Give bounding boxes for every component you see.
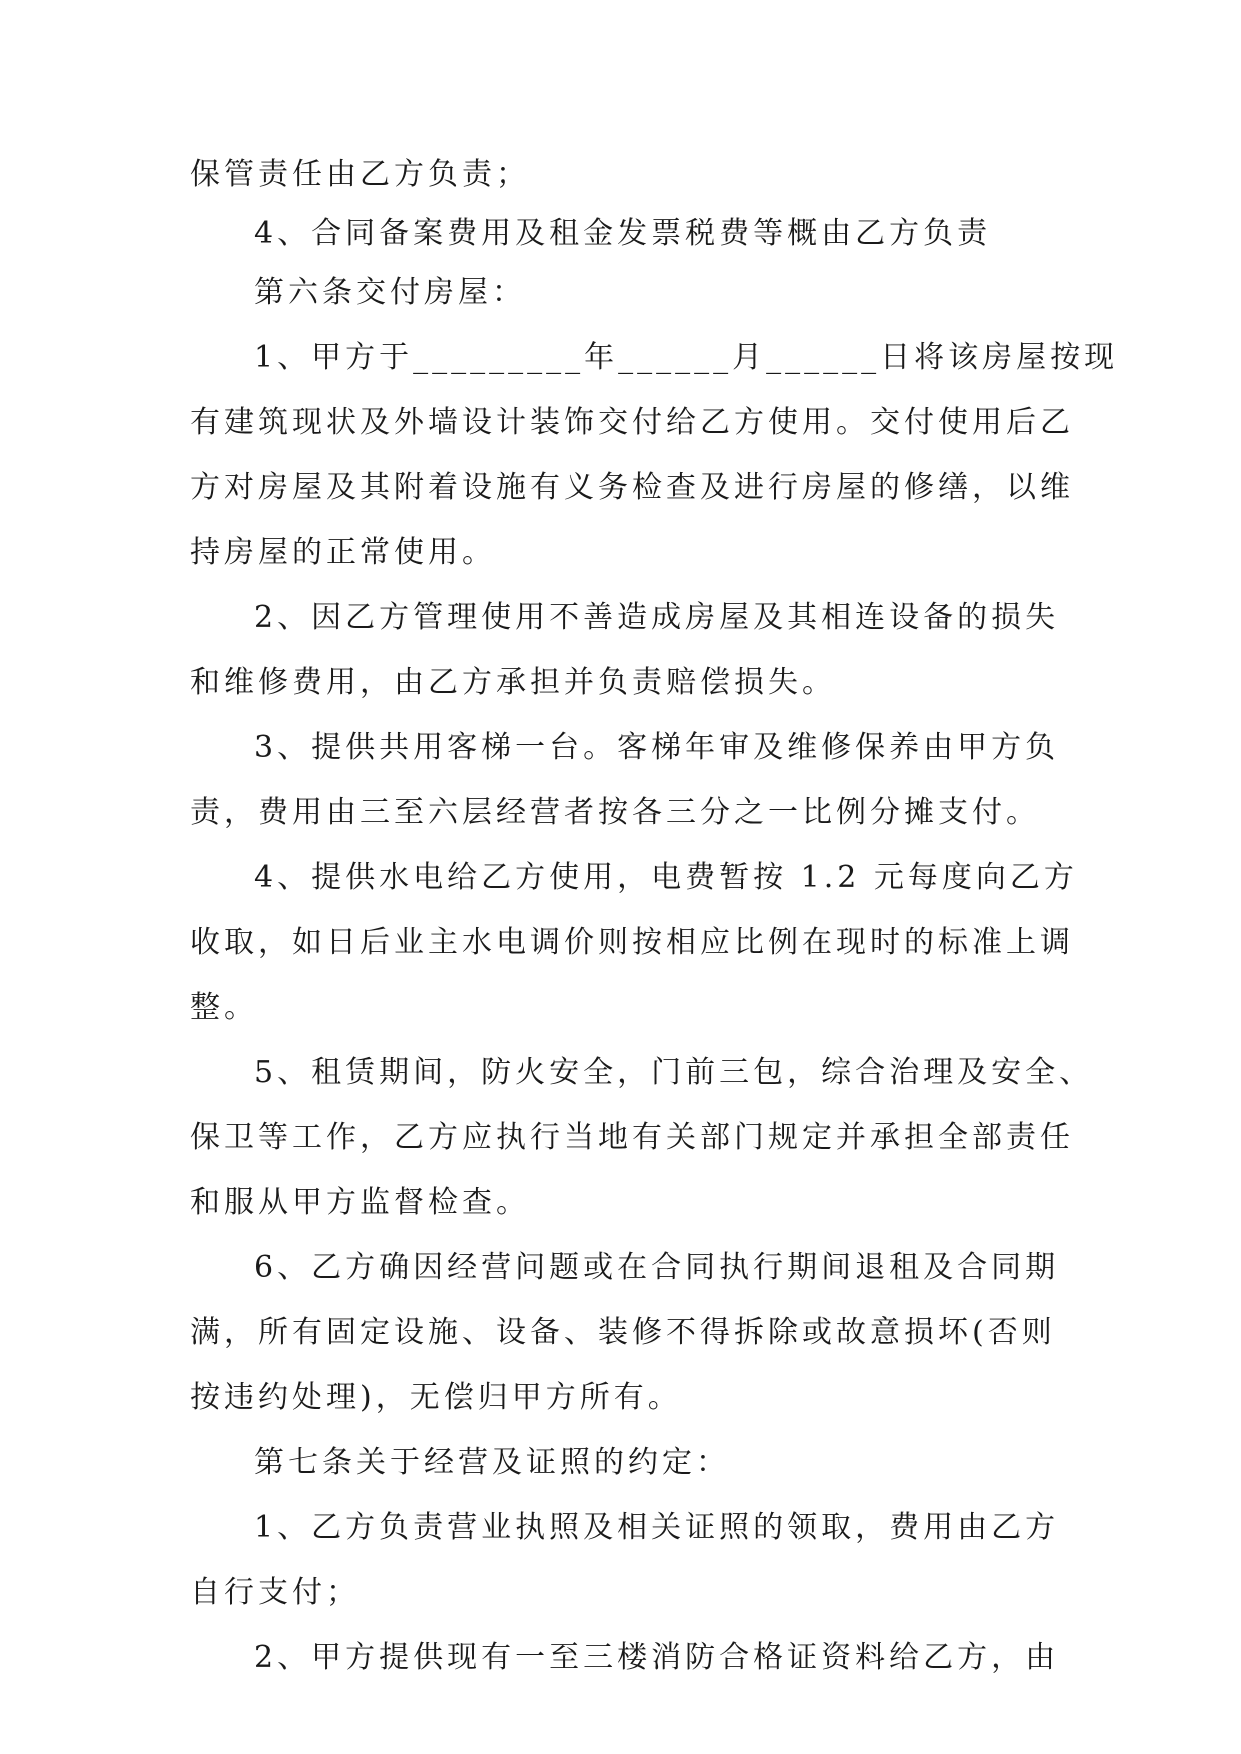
- text-line: 3、提供共用客梯一台。客梯年审及维修保养由甲方负: [254, 730, 1060, 765]
- text-line: 持房屋的正常使用。: [190, 535, 496, 570]
- text-line: 和服从甲方监督检查。: [190, 1185, 530, 1220]
- section-heading: 第七条关于经营及证照的约定：: [254, 1445, 730, 1480]
- section-heading: 第六条交付房屋：: [254, 275, 526, 310]
- text-line: 责，费用由三至六层经营者按各三分之一比例分摊支付。: [190, 795, 1040, 830]
- text-line: 方对房屋及其附着设施有义务检查及进行房屋的修缮，以维: [190, 470, 1074, 505]
- text-line: 收取，如日后业主水电调价则按相应比例在现时的标准上调: [190, 925, 1074, 960]
- text-line: 保管责任由乙方负责；: [190, 157, 530, 192]
- text-line: 5、租赁期间，防火安全，门前三包，综合治理及安全、: [254, 1055, 1094, 1090]
- text-line: 自行支付；: [190, 1575, 360, 1610]
- text-line: 1、甲方于_________年______月______日将该房屋按现: [254, 340, 1119, 375]
- text-line: 6、乙方确因经营问题或在合同执行期间退租及合同期: [254, 1250, 1060, 1285]
- text-line: 保卫等工作，乙方应执行当地有关部门规定并承担全部责任: [190, 1120, 1074, 1155]
- text-line: 按违约处理)，无偿归甲方所有。: [190, 1380, 682, 1415]
- text-line: 满，所有固定设施、设备、装修不得拆除或故意损坏(否则: [190, 1315, 1056, 1350]
- text-line: 4、合同备案费用及租金发票税费等概由乙方负责: [254, 216, 992, 251]
- text-line: 和维修费用，由乙方承担并负责赔偿损失。: [190, 665, 836, 700]
- text-line: 2、因乙方管理使用不善造成房屋及其相连设备的损失: [254, 600, 1060, 635]
- text-line: 1、乙方负责营业执照及相关证照的领取，费用由乙方: [254, 1510, 1060, 1545]
- document-body: [190, 145, 1119, 1687]
- text-line: 4、提供水电给乙方使用，电费暂按 1.2 元每度向乙方: [254, 860, 1078, 895]
- text-line: 有建筑现状及外墙设计装饰交付给乙方使用。交付使用后乙: [190, 405, 1074, 440]
- text-line: 2、甲方提供现有一至三楼消防合格证资料给乙方，由: [254, 1640, 1060, 1675]
- text-line: 整。: [190, 990, 258, 1025]
